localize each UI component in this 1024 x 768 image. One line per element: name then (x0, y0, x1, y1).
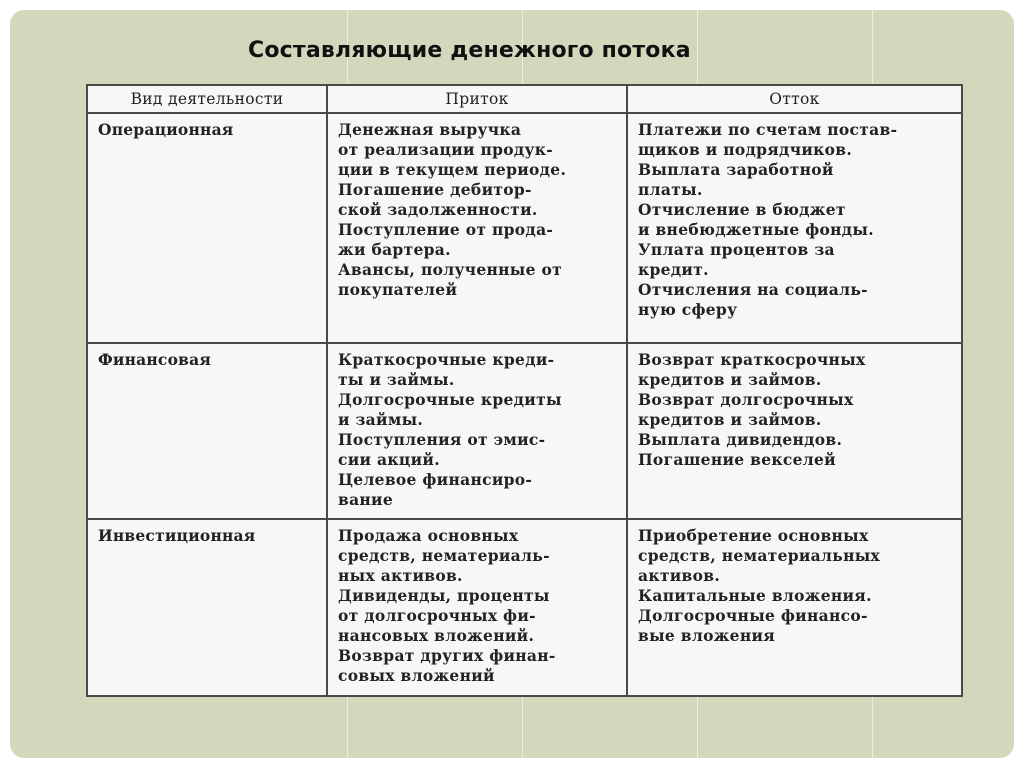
cash-flow-table (86, 84, 963, 697)
inflow-text: Денежная выручка от реализации продук- ции в текущем периоде. Погашение дебитор- ской задолженности. Поступление от прода- жи бартера. Авансы, полученные от покупателей (338, 120, 567, 299)
cell-outflow (627, 113, 962, 343)
outflow-text: Платежи по счетам постав- щиков и подрядчиков. Выплата заработной платы. Отчисление в бюджет и внебюджетные фонды. Уплата процентов за кредит. Отчисления на социаль- ную сферу (638, 120, 898, 319)
outflow-text: Возврат краткосрочных кредитов и займов. Возврат долгосрочных кредитов и займов. Выплата дивидендов. Погашение векселей (638, 349, 866, 469)
inflow-text: Краткосрочные креди- ты и займы. Долгосрочные кредиты и займы. Поступления от эмис- сии акций. Целевое финансиро- вание (338, 349, 562, 509)
table-row-operational (87, 113, 962, 343)
header-outflow: Отток (627, 85, 962, 113)
table-header-row (87, 85, 962, 113)
cell-inflow (327, 113, 627, 343)
table-row-financial (87, 343, 962, 520)
slide-title: Составляющие денежного потока (248, 38, 691, 63)
cell-outflow (627, 519, 962, 696)
header-inflow: Приток (327, 85, 627, 113)
slide-background (10, 10, 1014, 758)
cell-inflow (327, 519, 627, 696)
table-row-investment (87, 519, 962, 696)
cell-activity-type (87, 519, 327, 696)
activity-type-label: Финансовая (98, 349, 211, 369)
cell-activity-type (87, 113, 327, 343)
activity-type-label: Инвестиционная (98, 526, 256, 546)
header-activity-type: Вид деятельности (87, 85, 327, 113)
cell-activity-type (87, 343, 327, 520)
inflow-text: Продажа основных средств, нематериаль- ных активов. Дивиденды, проценты от долгосрочных фи- нансовых вложений. Возврат других финан- совых вложений (338, 526, 556, 686)
cell-outflow (627, 343, 962, 520)
cash-flow-table-container (86, 84, 961, 697)
outflow-text: Приобретение основных средств, нематериальных активов. Капитальные вложения. Долгосрочные финансо- вые вложения (638, 526, 881, 646)
cell-inflow (327, 343, 627, 520)
activity-type-label: Операционная (98, 120, 234, 139)
